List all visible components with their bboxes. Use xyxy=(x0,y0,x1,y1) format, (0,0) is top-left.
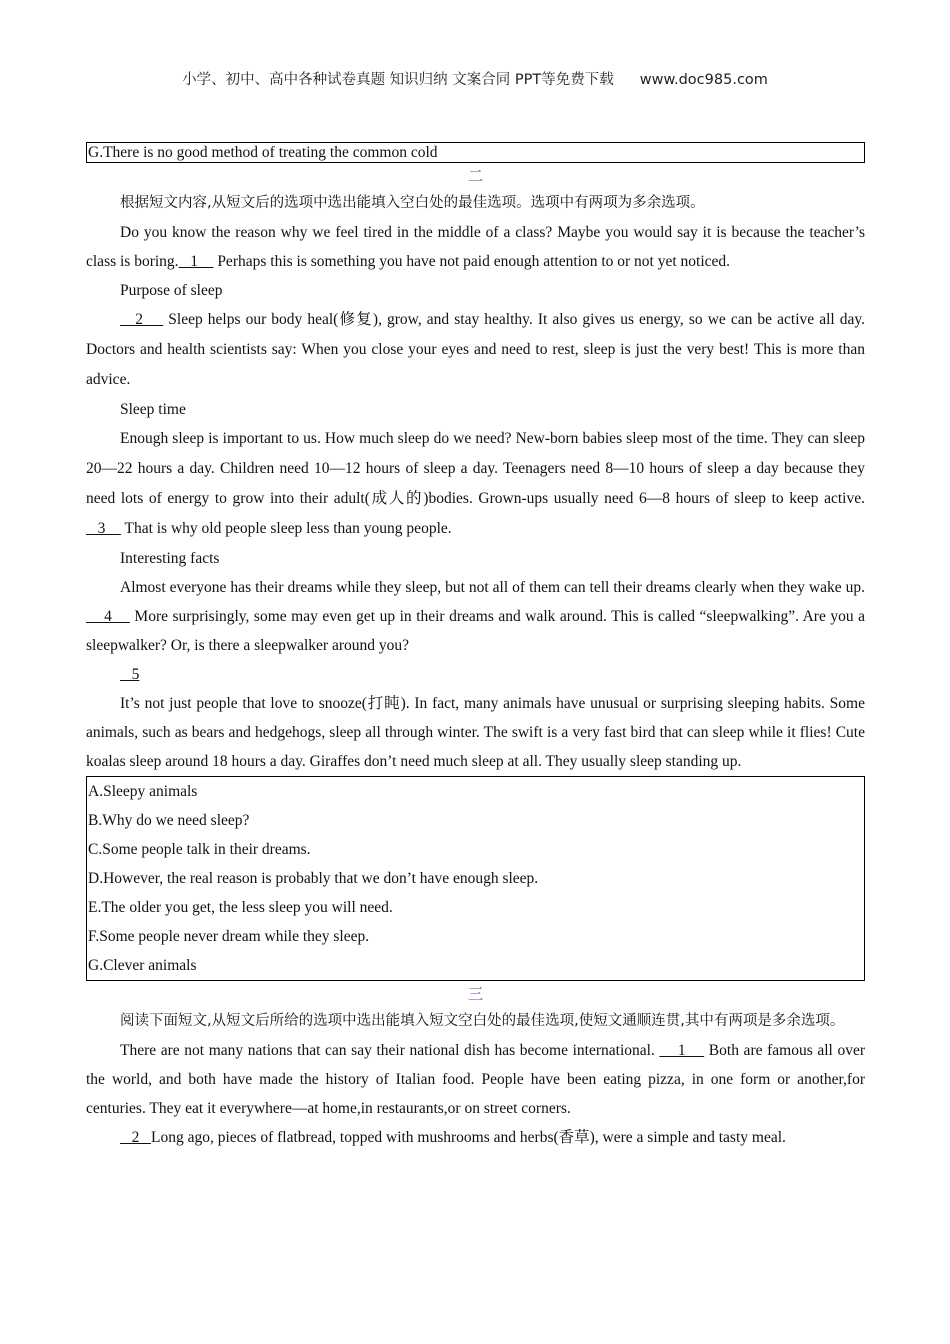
option-c: C.Some people talk in their dreams. xyxy=(88,841,311,858)
section-heading-2: 二 xyxy=(467,167,484,185)
option-a: A.Sleepy animals xyxy=(88,783,198,800)
option-d: D.However, the real reason is probably that we don’t have enough sleep. xyxy=(88,870,539,887)
section2-paragraph-5: It’s not just people that love to snooze(打盹). In fact, many animals have unusual or surprising sleeping habits. Some animals, such as bears and hedgehogs, sleep all through winter. The swift is a very fast bird that can sleep while it flies! Cute koalas sleep around 18 hours a day. Giraffes don’t need much sleep at all. They usually sleep standing up. xyxy=(86,695,865,770)
section2-paragraph-2: 2 Sleep helps our body heal(修复), grow, and stay healthy. It also gives us energy, so we can be active all day. Doctors and health scientists say: When you close your eyes and need to rest, sleep is just the very best! This is more than advice. xyxy=(86,311,866,388)
options-box-section2 xyxy=(86,776,865,981)
blank-2[interactable]: 2 xyxy=(120,311,164,328)
option-e: E.The older you get, the less sleep you will need. xyxy=(88,899,393,916)
header-text: 小学、初中、高中各种试卷真题 知识归纳 文案合同 PPT等免费下载 xyxy=(182,72,614,88)
section2-instruction: 根据短文内容,从短文后的选项中选出能填入空白处的最佳选项。选项中有两项为多余选项。 xyxy=(120,195,705,211)
subheading-sleep-time: Sleep time xyxy=(120,401,186,418)
blank-5[interactable]: 5 xyxy=(120,666,140,683)
section2-blank-5-line xyxy=(86,660,865,689)
section3-blank-2[interactable]: 2 xyxy=(120,1129,151,1146)
section2-paragraph-4: Almost everyone has their dreams while they sleep, but not all of them can tell their dreams clearly when they wake up. 4 More surprisingly, some may even get up in their dreams and walk around. This is called “sleepwalking”. Are you a sleepwalker? Or, is there a sleepwalker around you? xyxy=(86,579,866,654)
subheading-purpose: Purpose of sleep xyxy=(120,282,223,299)
section-heading-3: 三 xyxy=(467,985,484,1003)
section2-paragraph-3: Enough sleep is important to us. How much sleep do we need? New-born babies sleep most of the time. They can sleep 20—22 hours a day. Children need 10—12 hours of sleep a day. Teenagers need 8—10 hours of sleep a day because they need lots of energy to grow into their adult(成人的)bodies. Grown-ups usually need 6—8 hours of sleep to keep active. 3 That is why old people sleep less than young people. xyxy=(86,430,865,537)
option-f: F.Some people never dream while they sleep. xyxy=(88,928,370,945)
option-b: B.Why do we need sleep? xyxy=(88,812,250,829)
header-url[interactable]: www.doc985.com xyxy=(639,72,768,88)
section3-instruction: 阅读下面短文,从短文后所给的选项中选出能填入短文空白处的最佳选项,使短文通顺连贯,其中有两项是多余选项。 xyxy=(120,1013,845,1029)
section3-paragraph-2: 2 Long ago, pieces of flatbread, topped with mushrooms and herbs(香草), were a simple and tasty meal. xyxy=(120,1129,786,1146)
document-body xyxy=(86,142,865,1153)
option-g-previous: G.There is no good method of treating the common cold xyxy=(88,144,438,161)
blank-1[interactable]: 1 xyxy=(178,253,214,270)
subheading-interesting-facts: Interesting facts xyxy=(120,550,220,567)
option-g: G.Clever animals xyxy=(88,957,197,974)
section3-blank-1[interactable]: 1 xyxy=(659,1042,705,1059)
page-header xyxy=(0,68,950,89)
blank-3[interactable]: 3 xyxy=(86,520,121,537)
blank-4[interactable]: 4 xyxy=(86,608,130,625)
section3-paragraph-1: There are not many nations that can say their national dish has become international. 1 Both are famous all over the world, and both have made the history of Italian food. People have been eating pizza, in one form or another,for centuries. They eat it everywhere—at home,in restaurants,or on street corners. xyxy=(86,1042,866,1117)
section2-paragraph-1: Do you know the reason why we feel tired in the middle of a class? Maybe you would say it is because the teacher’s class is boring. 1 Perhaps this is something you have not paid enough attention to or not yet noticed. xyxy=(86,224,865,270)
options-box-previous xyxy=(86,142,865,163)
